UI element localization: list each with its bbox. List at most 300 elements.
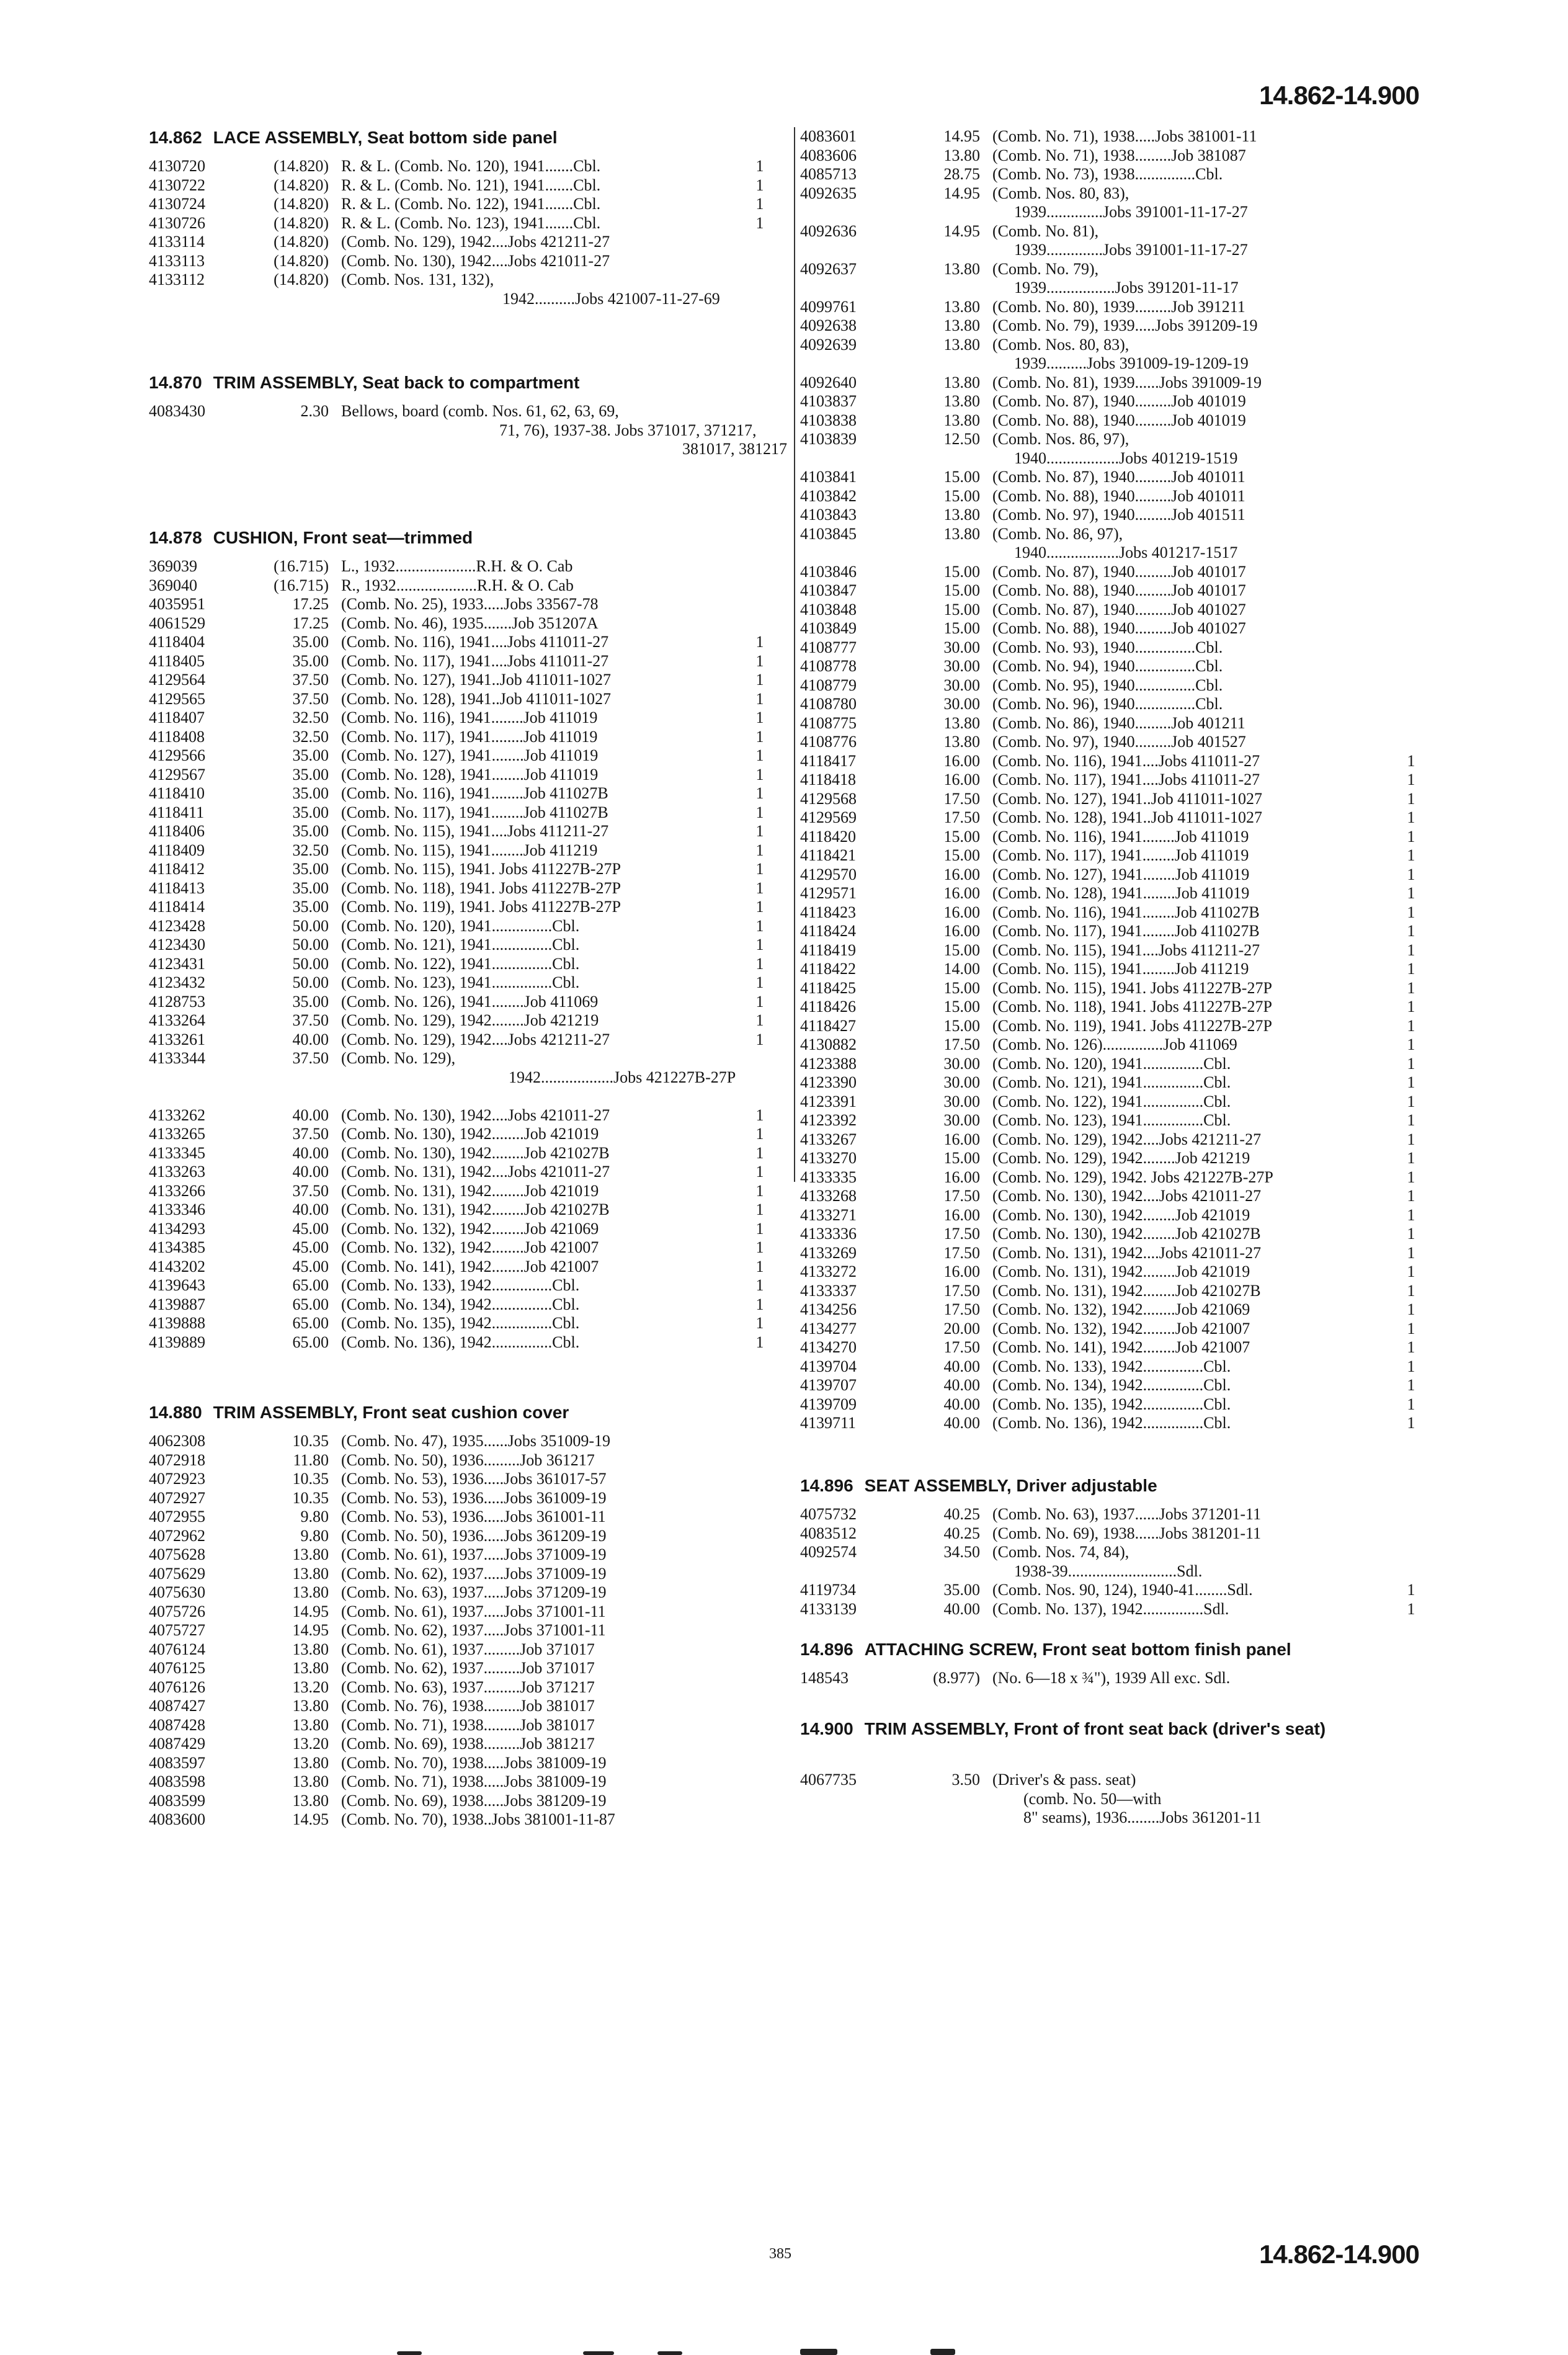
part-number: 4139887 [149,1295,205,1313]
part-number: 4103847 [800,581,857,599]
quantity: 1 [755,1219,764,1238]
price: 16.00 [943,865,980,883]
description: (Comb. No. 117), 1941........Job 411019 [992,846,1249,864]
description: (Comb. No. 120), 1941...............Cbl. [341,916,580,935]
table-row [149,402,769,421]
table-row [149,1106,769,1125]
description: (Comb. No. 118), 1941. Jobs 411227B-27P [992,998,1272,1016]
part-number: 4133344 [149,1049,205,1067]
part-number: 4129566 [149,746,205,764]
page-number: 385 [769,2246,791,2262]
price: 10.35 [292,1488,329,1507]
part-number: 4139888 [149,1314,205,1332]
description: (Comb. No. 130), 1942....Jobs 421011-27 [341,251,610,270]
price: 50.00 [292,916,329,935]
quantity: 1 [1407,1319,1415,1338]
quantity: 1 [755,1257,764,1276]
scan-mark [930,2349,955,2355]
quantity: 1 [1407,751,1415,770]
quantity: 1 [1407,1395,1415,1413]
description: (Comb. No. 137), 1942...............Sdl. [992,1599,1229,1618]
table-row [149,993,769,1011]
description: (Comb. No. 132), 1942........Job 421069 [341,1219,599,1238]
part-number: 4129569 [800,808,857,826]
price: 37.50 [292,671,329,689]
table-row [149,917,769,936]
part-number: 4133336 [800,1225,857,1243]
part-number: 4075732 [800,1505,857,1523]
table-row [800,828,1420,846]
quantity: 1 [755,708,764,726]
price: 30.00 [943,657,980,675]
quantity: 1 [1407,827,1415,846]
price: 13.80 [292,1545,329,1563]
price: 13.80 [943,733,980,751]
continuation-line: 8" seams), 1936........Jobs 361201-11 [1023,1808,1262,1826]
price: 14.95 [943,127,980,145]
table-row [149,1087,769,1106]
part-number: 4103846 [800,562,857,581]
table-row [149,1144,769,1163]
table-row [149,1049,769,1068]
price: 30.00 [943,638,980,656]
table-row [149,1508,769,1526]
table-row [800,619,1420,638]
price: 3.50 [951,1771,980,1789]
table-row [800,430,1420,449]
table-row [800,1017,1420,1035]
description: (Comb. No. 131), 1942........Job 421019 [992,1262,1250,1280]
table-row [800,998,1420,1016]
description: (Comb. No. 130), 1942....Jobs 421011-27 [341,1106,610,1124]
price: 14.95 [292,1602,329,1620]
price: 9.80 [300,1526,329,1545]
quantity: 1 [1407,1111,1415,1129]
description: (Comb. No. 135), 1942...............Cbl. [992,1395,1231,1413]
price: 65.00 [292,1333,329,1351]
section-title: TRIM ASSEMBLY, Front seat cushion cover [213,1403,569,1422]
quantity: 1 [1407,1205,1415,1224]
table-row [800,1771,1420,1789]
part-number: 4083601 [800,127,857,145]
part-number: 4092638 [800,316,857,334]
description: (Comb. No. 122), 1941...............Cbl. [341,954,580,973]
quantity: 1 [1407,1168,1415,1186]
description: (Comb. No. 130), 1942........Job 421027B [992,1225,1261,1243]
price: 40.00 [943,1376,980,1394]
section-title: CUSHION, Front seat—trimmed [213,528,473,547]
description: (Comb. No. 117), 1941........Job 411027B [341,803,608,821]
table-row [800,203,1420,221]
table-row [800,1262,1420,1281]
table-row [149,1621,769,1640]
description: (Comb. No. 116), 1941........Job 411019 [992,827,1249,846]
table-row [149,936,769,954]
description: (Comb. No. 71), 1938.....Jobs 381009-19 [341,1772,607,1790]
table-row [800,127,1420,146]
part-number: 4108777 [800,638,857,656]
description: (Comb. No. 131), 1942....Jobs 421011-27 [341,1163,610,1181]
section-code: 14.878 [149,528,202,547]
price: 30.00 [943,695,980,713]
description: (Comb. No. 141), 1942........Job 421007 [992,1338,1250,1356]
description: (Comb. No. 50), 1936.....Jobs 361209-19 [341,1526,607,1545]
description: (Comb. No. 128), 1941........Job 411019 [992,884,1250,902]
section-code: 14.896 [800,1476,853,1495]
price: 13.80 [943,297,980,316]
part-number: 4118422 [800,960,857,978]
description: (Comb. No. 62), 1937.........Job 371017 [341,1659,595,1677]
quantity: 1 [1407,1035,1415,1053]
part-number: 4139643 [149,1276,205,1294]
description: (Comb. No. 134), 1942...............Cbl. [992,1376,1231,1394]
quantity: 1 [755,157,764,175]
price: (14.820) [274,157,329,175]
description: (Comb. No. 131), 1942........Job 421027B [992,1281,1261,1300]
quantity: 1 [1407,884,1415,902]
part-number: 4133271 [800,1205,857,1224]
price: (14.820) [274,195,329,213]
continuation-line: 1942..................Jobs 421227B-27P [509,1068,736,1086]
price: 13.80 [292,1697,329,1715]
description: (Comb. No. 136), 1942...............Cbl. [341,1333,580,1351]
description: (Comb. No. 121), 1941...............Cbl. [992,1073,1231,1091]
part-number: 4133337 [800,1281,857,1300]
description: (Comb. No. 121), 1941...............Cbl. [341,936,580,954]
price: 35.00 [292,746,329,764]
part-number: 4139889 [149,1333,205,1351]
description: (Comb. No. 53), 1936.....Jobs 361009-19 [341,1488,607,1507]
page-range-header: 14.862-14.900 [1259,81,1419,110]
price: 40.25 [943,1505,980,1523]
description: (Comb. No. 115), 1941........Job 411219 [341,841,598,859]
description: (Comb. No. 129), 1942....Jobs 421211-27 [341,1030,610,1048]
price: 13.80 [292,1753,329,1772]
price: 45.00 [292,1238,329,1256]
part-number: 4108775 [800,713,857,732]
quantity: 1 [1407,1149,1415,1167]
description: 1939.................Jobs 391201-11-17 [1014,279,1239,297]
description: (Comb. No. 79), [992,259,1099,278]
description: R. & L. (Comb. No. 122), 1941.......Cbl. [341,195,601,213]
price: 30.00 [943,676,980,694]
continuation-line: 381017, 381217 [682,440,787,458]
description: (Comb. No. 126)...............Job 411069 [992,1035,1237,1053]
description: (Comb. No. 128), 1941........Job 411019 [341,765,599,784]
table-row [800,1282,1420,1300]
price: 15.00 [943,581,980,599]
table-row [149,746,769,765]
price: 35.00 [292,784,329,802]
price: 37.50 [292,689,329,708]
table-row [800,563,1420,581]
column-divider [794,127,795,1182]
table-row [800,1376,1420,1395]
part-number: 4118414 [149,898,205,916]
part-number: 4118405 [149,651,205,670]
description: R. & L. (Comb. No. 121), 1941.......Cbl. [341,176,601,194]
description: (Comb. No. 117), 1941....Jobs 411011-27 [992,771,1260,789]
part-number: 4123390 [800,1073,857,1091]
quantity: 1 [755,954,764,973]
price: 40.00 [943,1599,980,1618]
part-number: 4072927 [149,1488,205,1507]
price: 13.80 [292,1791,329,1810]
quantity: 1 [755,195,764,213]
price: (14.820) [274,251,329,270]
description: (Comb. No. 63), 1937......Jobs 371201-11 [992,1505,1262,1523]
description: (Comb. Nos. 90, 124), 1940-41........Sdl. [992,1581,1253,1599]
part-number: 4118407 [149,708,205,726]
price: 16.00 [943,922,980,940]
table-row [800,279,1420,297]
part-number: 4118420 [800,827,857,846]
quantity: 1 [1407,1376,1415,1394]
part-number: 4076125 [149,1659,205,1677]
table-row [800,222,1420,241]
price: 17.50 [943,808,980,826]
part-number: 4134277 [800,1319,857,1338]
price: 17.50 [943,1187,980,1205]
quantity: 1 [1407,1262,1415,1280]
price: 15.00 [943,562,980,581]
description: (Comb. No. 118), 1941. Jobs 411227B-27P [341,878,621,897]
table-row [149,1220,769,1238]
table-row [800,790,1420,808]
quantity: 1 [1407,1092,1415,1110]
price: 65.00 [292,1276,329,1294]
price: (14.820) [274,233,329,251]
table-row [800,1244,1420,1262]
description: (Comb. No. 130), 1942........Job 421019 [341,1125,599,1143]
price: 40.25 [943,1524,980,1542]
quantity: 1 [755,878,764,897]
description: L., 1932....................R.H. & O. Cab [341,557,573,575]
price: 17.50 [943,1281,980,1300]
description: (Comb. No. 129), 1942. Jobs 421227B-27P [992,1168,1273,1186]
part-number: 4099761 [800,297,857,316]
quantity: 1 [755,860,764,878]
part-number: 4129567 [149,765,205,784]
part-number: 4133268 [800,1187,857,1205]
price: 13.80 [292,1772,329,1790]
part-number: 4134293 [149,1219,205,1238]
description: (Comb. No. 116), 1941....Jobs 411011-27 [341,633,609,651]
table-row [800,657,1420,676]
part-number: 4092635 [800,184,857,202]
table-row [149,1565,769,1583]
table-row [149,784,769,803]
part-number: 4083598 [149,1772,205,1790]
table-row [800,941,1420,960]
section-title: LACE ASSEMBLY, Seat bottom side panel [213,128,558,147]
table-row [800,1562,1420,1581]
description: (Comb. No. 87), 1940.........Job 401011 [992,468,1245,486]
price: 37.50 [292,1125,329,1143]
description: R., 1932....................R.H. & O. Cab [341,576,574,594]
price: 32.50 [292,708,329,726]
price: 13.80 [292,1659,329,1677]
table-row [800,752,1420,771]
description: (Comb. No. 133), 1942...............Cbl. [992,1357,1231,1375]
quantity: 1 [1407,1300,1415,1318]
table-row [149,841,769,860]
price: 17.50 [943,789,980,808]
part-number: 4083599 [149,1791,205,1810]
quantity: 1 [755,746,764,764]
description: (Comb. No. 86, 97), [992,524,1123,543]
part-number: 4133346 [149,1200,205,1218]
quantity: 1 [1407,978,1415,997]
part-number: 4123432 [149,973,205,991]
price: 28.75 [943,165,980,183]
price: 13.80 [292,1640,329,1658]
description: (Comb. No. 79), 1939.....Jobs 391209-19 [992,316,1258,334]
price: 37.50 [292,1049,329,1067]
table-row [149,1030,769,1049]
price: 50.00 [292,954,329,973]
part-number: 4130724 [149,195,205,213]
table-row [149,1258,769,1276]
price: 45.00 [292,1219,329,1238]
description: (Comb. No. 141), 1942........Job 421007 [341,1257,599,1276]
part-number: 4123431 [149,954,205,973]
description: 1940..................Jobs 401219-1519 [1014,449,1238,467]
description: (Comb. No. 131), 1942........Job 421019 [341,1181,599,1200]
price: 15.00 [943,827,980,846]
table-row [800,1187,1420,1205]
price: 13.80 [943,524,980,543]
section-code: 14.862 [149,128,202,147]
quantity: 1 [1407,1581,1415,1599]
quantity: 1 [755,841,764,859]
description: (Comb. No. 127), 1941........Job 411019 [341,746,599,764]
part-number: 4108776 [800,733,857,751]
part-number: 4103838 [800,411,857,429]
part-number: 4118426 [800,998,857,1016]
price: 10.35 [292,1470,329,1488]
table-row [800,1300,1420,1319]
quantity: 1 [1407,1281,1415,1300]
quantity: 1 [755,213,764,232]
table-row [800,260,1420,279]
quantity: 1 [755,1276,764,1294]
price: 65.00 [292,1295,329,1313]
price: 40.00 [943,1395,980,1413]
table-row [800,903,1420,922]
table-row [149,690,769,708]
table-row [800,1669,1420,1687]
table-row [800,1320,1420,1338]
scan-mark [583,2351,614,2355]
quantity: 1 [755,689,764,708]
part-number: 4118408 [149,727,205,746]
quantity: 1 [755,973,764,991]
part-number: 4062308 [149,1432,205,1450]
table-row [800,1206,1420,1225]
quantity: 1 [755,633,764,651]
description: (Comb. No. 81), [992,221,1099,240]
price: 40.00 [292,1163,329,1181]
table-row [149,728,769,746]
part-number: 4133113 [149,251,205,270]
description: (Comb. No. 134), 1942...............Cbl. [341,1295,580,1313]
description: (Comb. No. 71), 1938.........Job 381087 [992,146,1246,164]
table-row [800,1505,1420,1524]
price: 35.00 [292,860,329,878]
table-row [149,652,769,671]
table-row [149,1333,769,1352]
table-row [149,1716,769,1735]
description: (Comb. No. 128), 1941..Job 411011-1027 [341,689,612,708]
description: (Comb. No. 70), 1938.....Jobs 381009-19 [341,1753,607,1772]
part-number: 4103849 [800,619,857,637]
section-title: ATTACHING SCREW, Front seat bottom finish panel [864,1640,1291,1659]
part-number: 4130726 [149,213,205,232]
part-number: 4133345 [149,1143,205,1162]
quantity: 1 [755,898,764,916]
description: (Comb. No. 119), 1941. Jobs 411227B-27P [992,1016,1272,1035]
quantity: 1 [755,803,764,821]
description: (Comb. No. 95), 1940...............Cbl. [992,676,1223,694]
description: (Comb. No. 126), 1941........Job 411069 [341,992,599,1011]
part-number: 4118427 [800,1016,857,1035]
table-row [149,1200,769,1219]
price: 16.00 [943,751,980,770]
part-number: 4092636 [800,221,857,240]
description: (Comb. No. 69), 1938.....Jobs 381209-19 [341,1791,607,1810]
table-row [149,176,769,195]
continuation-line: 1942..........Jobs 421007-11-27-69 [502,289,720,308]
part-number: 4133139 [800,1599,857,1618]
table-row [800,846,1420,865]
part-number: 4108779 [800,676,857,694]
price: 13.80 [943,335,980,354]
table-row [800,979,1420,998]
section-heading [800,1718,1420,1740]
price: 30.00 [943,1092,980,1110]
table-row [800,146,1420,165]
quantity: 1 [755,1030,764,1048]
quantity: 1 [755,1163,764,1181]
table-row [800,1225,1420,1243]
description: (Comb. No. 94), 1940...............Cbl. [992,657,1223,675]
quantity: 1 [1407,1357,1415,1375]
description: (Comb. No. 93), 1940...............Cbl. [992,638,1223,656]
description: (Comb. No. 129), [341,1049,456,1067]
part-number: 4076124 [149,1640,205,1658]
price: 13.80 [292,1715,329,1734]
description: (Comb. No. 97), 1940.........Job 401527 [992,733,1246,751]
description: 1939..........Jobs 391009-19-1209-19 [1014,354,1249,372]
description: (Comb. No. 61), 1937.....Jobs 371009-19 [341,1545,607,1563]
part-number: 4123388 [800,1054,857,1073]
part-number: 4083606 [800,146,857,164]
part-number: 4075628 [149,1545,205,1563]
part-number: 4118418 [800,771,857,789]
part-number: 4087428 [149,1715,205,1734]
description: (Comb. No. 130), 1942....Jobs 421011-27 [992,1187,1262,1205]
price: 13.80 [943,373,980,391]
price: 17.50 [943,1338,980,1356]
part-number: 4118421 [800,846,857,864]
description: (Comb. No. 133), 1942...............Cbl. [341,1276,580,1294]
part-number: 4123392 [800,1111,857,1129]
price: 9.80 [300,1508,329,1526]
price: 34.50 [943,1543,980,1561]
description: (Comb. Nos. 80, 83), [992,335,1129,354]
table-row [149,576,769,595]
